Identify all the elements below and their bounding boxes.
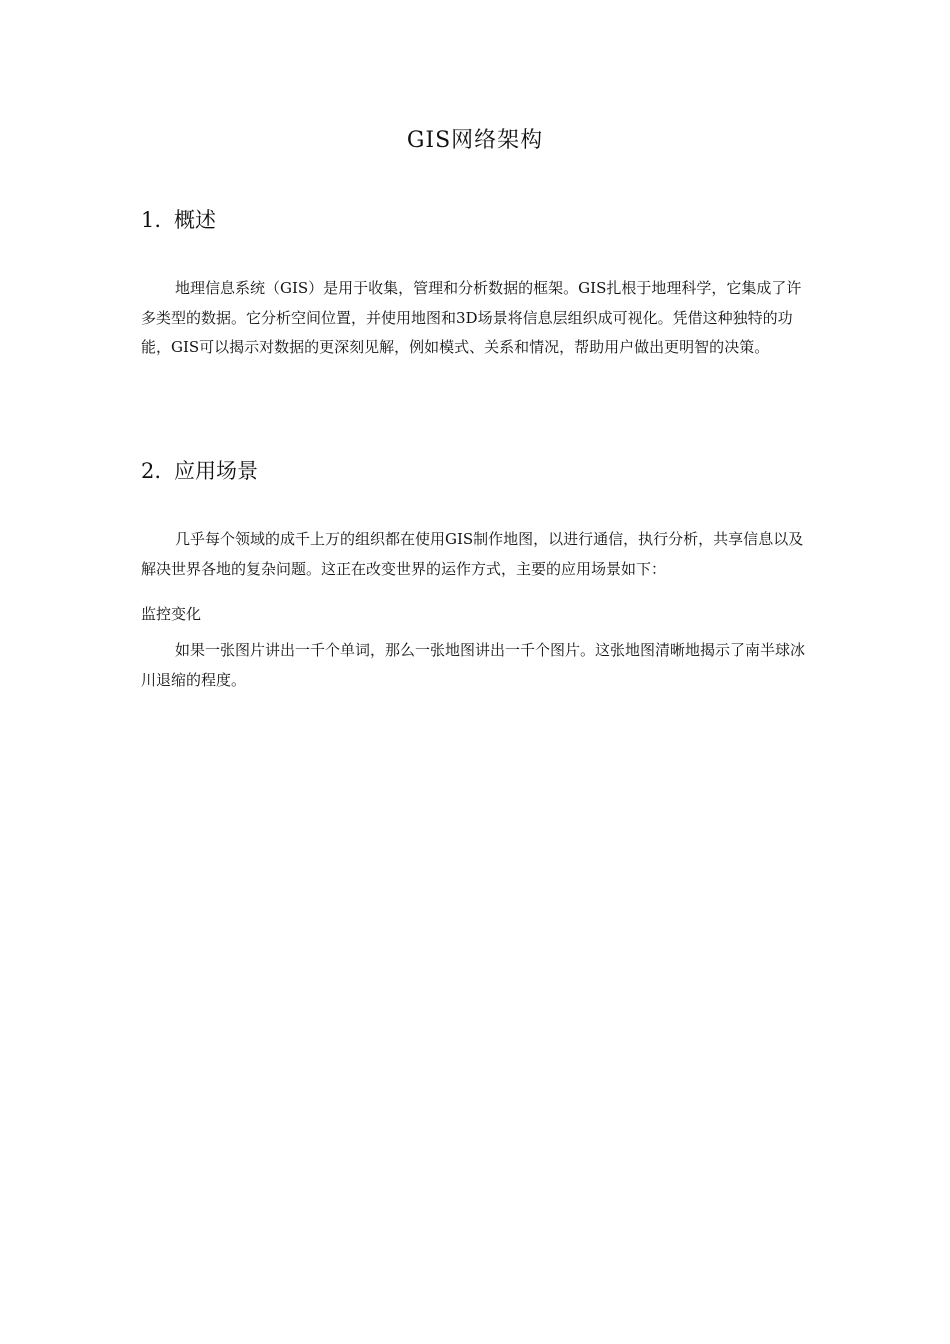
section-number: 2. xyxy=(141,459,162,483)
section-number: 1. xyxy=(141,208,162,232)
section-heading-overview xyxy=(141,206,216,234)
section-heading-applications xyxy=(141,457,258,485)
monitor-change-paragraph: 如果一张图片讲出一千个单词，那么一张地图讲出一千个图片。这张地图清晰地揭示了南半球冰川退缩的程度。 xyxy=(141,641,806,689)
applications-paragraph: 几乎每个领域的成千上万的组织都在使用GIS制作地图，以进行通信，执行分析，共享信息以及解决世界各地的复杂问题。这正在改变世界的运作方式，主要的应用场景如下： xyxy=(141,530,804,578)
section-heading-text: 应用场景 xyxy=(174,459,258,483)
document-title: GIS网络架构 xyxy=(406,128,544,153)
overview-paragraph: 地理信息系统（GIS）是用于收集，管理和分析数据的框架。GIS扎根于地理科学，它集成了许多类型的数据。它分析空间位置，并使用地图和3D场景将信息层组织成可视化。凭借这种独特的功能，GIS可以揭示对数据的更深刻见解，例如模式、关系和情况，帮助用户做出更明智的决策。 xyxy=(141,279,802,356)
section-heading-text: 概述 xyxy=(174,208,216,232)
subheading-monitor-change: 监控变化 xyxy=(141,605,202,623)
